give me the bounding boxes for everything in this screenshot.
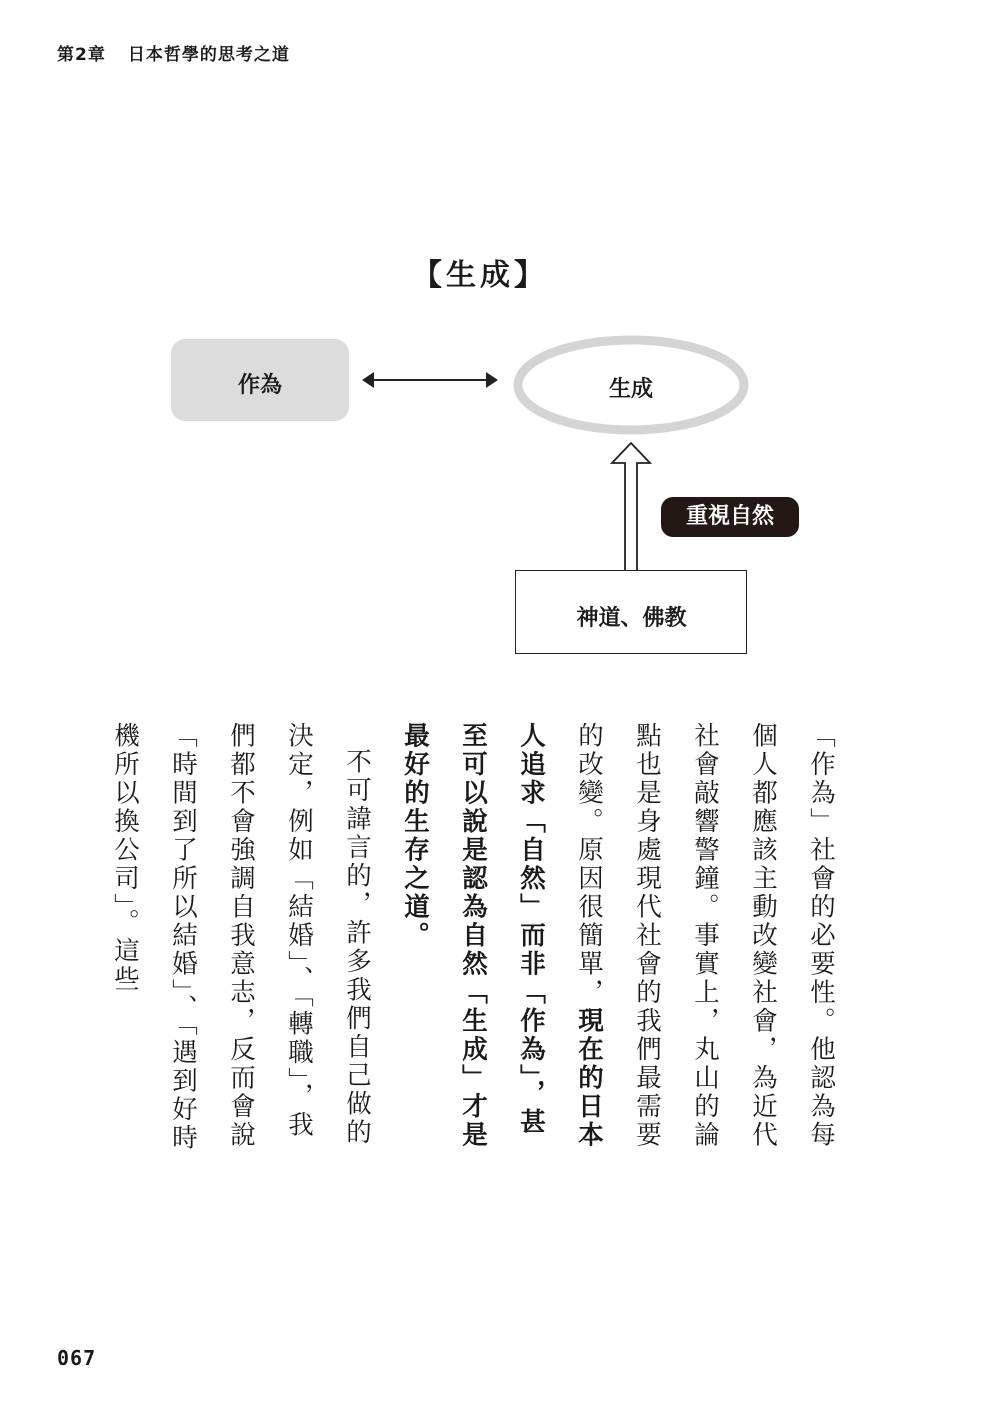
double-arrow: [362, 372, 498, 388]
page-number: 067: [57, 1346, 97, 1370]
paragraph-1-text: 「作為」社會的必要性。他認為每個人都應該主動改變社會，為近代社會敲響警鐘。事實上，丸山的論點也是身處現代社會的我們最需要的改變。原因很簡單，: [574, 722, 836, 1150]
zuowei-label: 作為: [237, 373, 282, 398]
paragraph-1-emphasis: 現在的日本人追求「自然」而非「作為」，甚至可以說是認為自然「生成」才是最好的生存之道。: [400, 722, 604, 1150]
up-arrow: [612, 443, 650, 570]
diagram-title: 【生成】: [412, 258, 548, 293]
shinto-buddhism-label: 神道、佛教: [576, 606, 687, 631]
paragraph-1: [386, 722, 850, 1162]
nature-badge: 重視自然: [661, 497, 799, 537]
chapter-number: 第2章: [57, 45, 106, 65]
chapter-title: 日本哲學的思考之道: [127, 45, 290, 65]
shengcheng-label: 生成: [608, 377, 653, 402]
body-text: [110, 722, 850, 1162]
paragraph-2: 不可諱言的，許多我們自己做的決定，例如「結婚」、「轉職」，我們都不會強調自我意志，反而會說「時間到了所以結婚」、「遇到好時機所以換公司」。這些: [110, 722, 372, 1153]
diagram-graphics: [0, 0, 1000, 700]
